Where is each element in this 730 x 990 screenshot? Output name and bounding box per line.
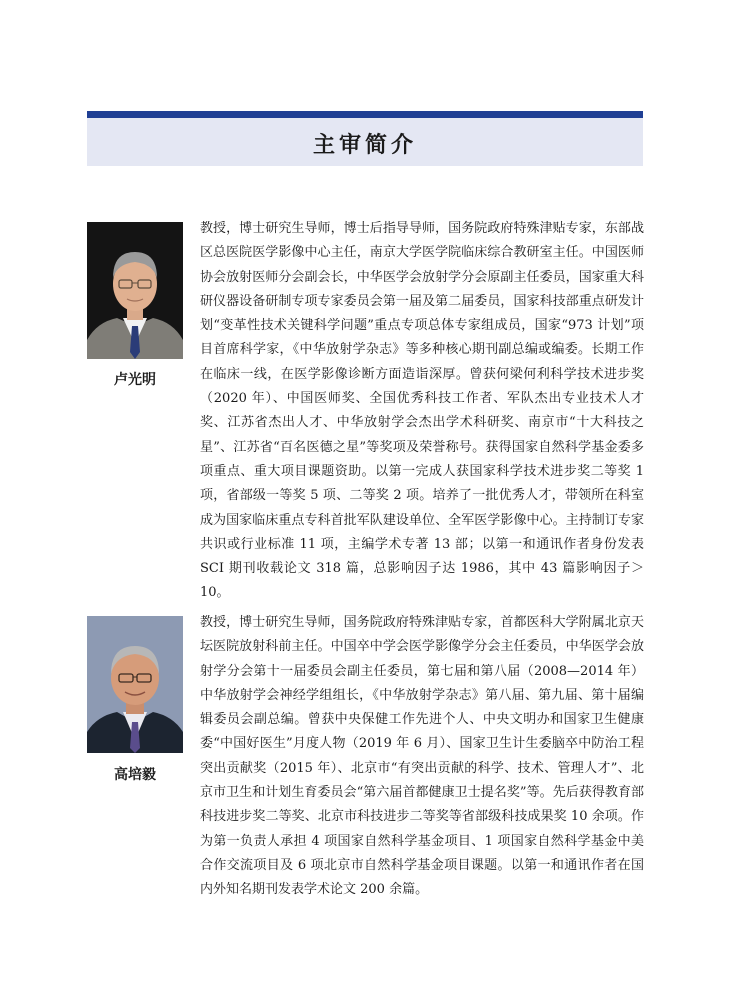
profile-bio-2: 教授，博士研究生导师，国务院政府特殊津贴专家，首都医科大学附属北京天坛医院放射科前主任。中国卒中学会医学影像学分会主任委员，中华医学会放射学分会第十一届委员会副主任委员，第七届和第八届（2008—2014 年）中华放射学会神经学组组长，《中华放射学杂志》第八届、第九届、第十届编辑委员会副总编。曾获中央保健工作先进个人、中央文明办和国家卫生健康委“中国好医生”月度人物（2019 年 6 月）、国家卫生计生委脑卒中防治工程突出贡献奖（2015 年）、北京市“有突出贡献的科学、技术、管理人才”、北京市卫生和计划生育委员会“第六届首都健康卫士提名奖”等。先后获得教育部科技进步奖二等奖、北京市科技进步二等奖等省部级科技成果奖 10 余项。作为第一负责人承担 4 项国家自然科学基金项目、1 项国家自然科学基金中美合作交流项目及 6 项北京市自然科学基金项目课题。以第一和通讯作者在国内外知名期刊发表学术论文 200 余篇。 — [200, 615, 644, 898]
profile-name-1: 卢光明 — [114, 372, 156, 388]
portrait-photo-2 — [87, 616, 183, 753]
profile-bio-1: 教授，博士研究生导师，博士后指导导师，国务院政府特殊津贴专家，东部战区总医院医学影像中心主任，南京大学医学院临床综合教研室主任。中国医师协会放射医师分会副会长，中华医学会放射学分会原副主任委员，国家重大科研仪器设备研制专项专家委员会第一届及第二届委员，国家科技部重点研发计划“变革性技术关键科学问题”重点专项总体专家组成员，国家“973 计划”项目首席科学家，《中华放射学杂志》等多种核心期刊副总编或编委。长期工作在临床一线，在医学影像诊断方面造诣深厚。曾获何梁何利科学技术进步奖（2020 年）、中国医师奖、全国优秀科技工作者、军队杰出专业技术人才奖、江苏省杰出人才、中华放射学会杰出学术科研奖、南京市“十大科技之星”、江苏省“百名医德之星”等奖项及荣誉称号。获得国家自然科学基金委多项重点、重大项目课题资助。以第一完成人获国家科学技术进步奖二等奖 1 项，省部级一等奖 5 项、二等奖 2 项。培养了一批优秀人才，带领所在科室成为国家临床重点专科首批军队建设单位、全军医学影像中心。主持制订专家共识或行业标准 11 项，主编学术专著 13 部；以第一和通讯作者身份发表 SCI 期刊收载论文 318 篇，总影响因子达 1986，其中 43 篇影响因子＞ 10。 — [200, 221, 644, 601]
portrait-photo-1 — [87, 222, 183, 359]
portrait-man-glasses-icon — [87, 616, 183, 753]
portrait-man-glasses-icon — [87, 222, 183, 359]
profile-name-2: 高培毅 — [114, 767, 156, 783]
page-title: 主审简介 — [312, 133, 417, 158]
section-header-band — [87, 111, 643, 166]
